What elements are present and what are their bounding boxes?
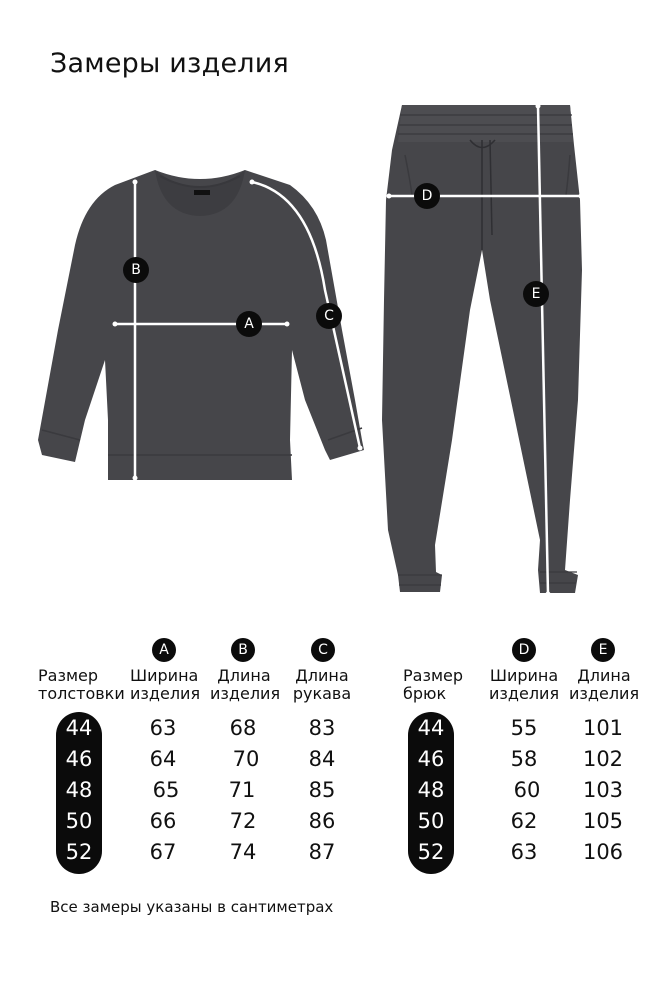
table-cell: 74 xyxy=(229,840,257,864)
size-value: 44 xyxy=(65,716,93,740)
table-cell: 67 xyxy=(149,840,177,864)
size-value: 46 xyxy=(417,747,445,771)
table-cell: 64 xyxy=(149,747,177,771)
svg-text:B: B xyxy=(131,262,141,278)
table-cell: 62 xyxy=(510,809,538,833)
svg-text:C: C xyxy=(324,308,334,324)
size-value: 52 xyxy=(65,840,93,864)
svg-text:A: A xyxy=(244,316,254,332)
table-cell: 60 xyxy=(513,778,541,802)
marker-d xyxy=(414,183,440,209)
size-value: 50 xyxy=(417,809,445,833)
table-cell: 66 xyxy=(149,809,177,833)
column-header-sleeve: Длина рукава xyxy=(292,666,352,703)
table-cell: 87 xyxy=(308,840,336,864)
table-cell: 58 xyxy=(510,747,538,771)
size-value: 50 xyxy=(65,809,93,833)
size-header: Размер толстовки xyxy=(38,666,125,703)
size-value: 48 xyxy=(65,778,93,802)
footnote: Все замеры указаны в сантиметрах xyxy=(50,898,334,916)
table-cell: 63 xyxy=(510,840,538,864)
size-value: 46 xyxy=(65,747,93,771)
column-header-width: Ширина изделия xyxy=(489,666,560,703)
size-header: Размер брюк xyxy=(403,666,464,703)
table-cell: 105 xyxy=(582,809,624,833)
table-cell: 102 xyxy=(582,747,624,771)
table-cell: 65 xyxy=(152,778,180,802)
svg-text:E: E xyxy=(531,286,541,302)
marker-b xyxy=(123,257,149,283)
header-marker-c: C xyxy=(311,638,335,662)
marker-a xyxy=(236,311,262,337)
pants-image xyxy=(382,104,584,597)
size-value: 52 xyxy=(417,840,445,864)
marker-e xyxy=(523,281,549,307)
size-value: 48 xyxy=(417,778,445,802)
column-header-length: Длина изделия xyxy=(210,666,281,703)
table-cell: 103 xyxy=(582,778,624,802)
table-cell: 63 xyxy=(149,716,177,740)
header-marker-e: E xyxy=(591,638,615,662)
table-cell: 84 xyxy=(308,747,336,771)
table-cell: 106 xyxy=(582,840,624,864)
table-cell: 55 xyxy=(510,716,538,740)
table-cell: 72 xyxy=(229,809,257,833)
table-cell: 83 xyxy=(308,716,336,740)
sweatshirt-image xyxy=(38,170,364,481)
header-marker-d: D xyxy=(512,638,536,662)
page-title: Замеры изделия xyxy=(50,48,289,79)
table-cell: 85 xyxy=(308,778,336,802)
table-cell: 101 xyxy=(582,716,624,740)
header-marker-b: B xyxy=(231,638,255,662)
column-header-length: Длина изделия xyxy=(569,666,640,703)
svg-text:D: D xyxy=(421,188,433,204)
table-cell: 70 xyxy=(232,747,260,771)
header-marker-a: A xyxy=(152,638,176,662)
column-header-width: Ширина изделия xyxy=(130,666,201,703)
table-cell: 86 xyxy=(308,809,336,833)
marker-c xyxy=(316,303,342,329)
table-cell: 71 xyxy=(228,778,256,802)
size-value: 44 xyxy=(417,716,445,740)
table-cell: 68 xyxy=(229,716,257,740)
